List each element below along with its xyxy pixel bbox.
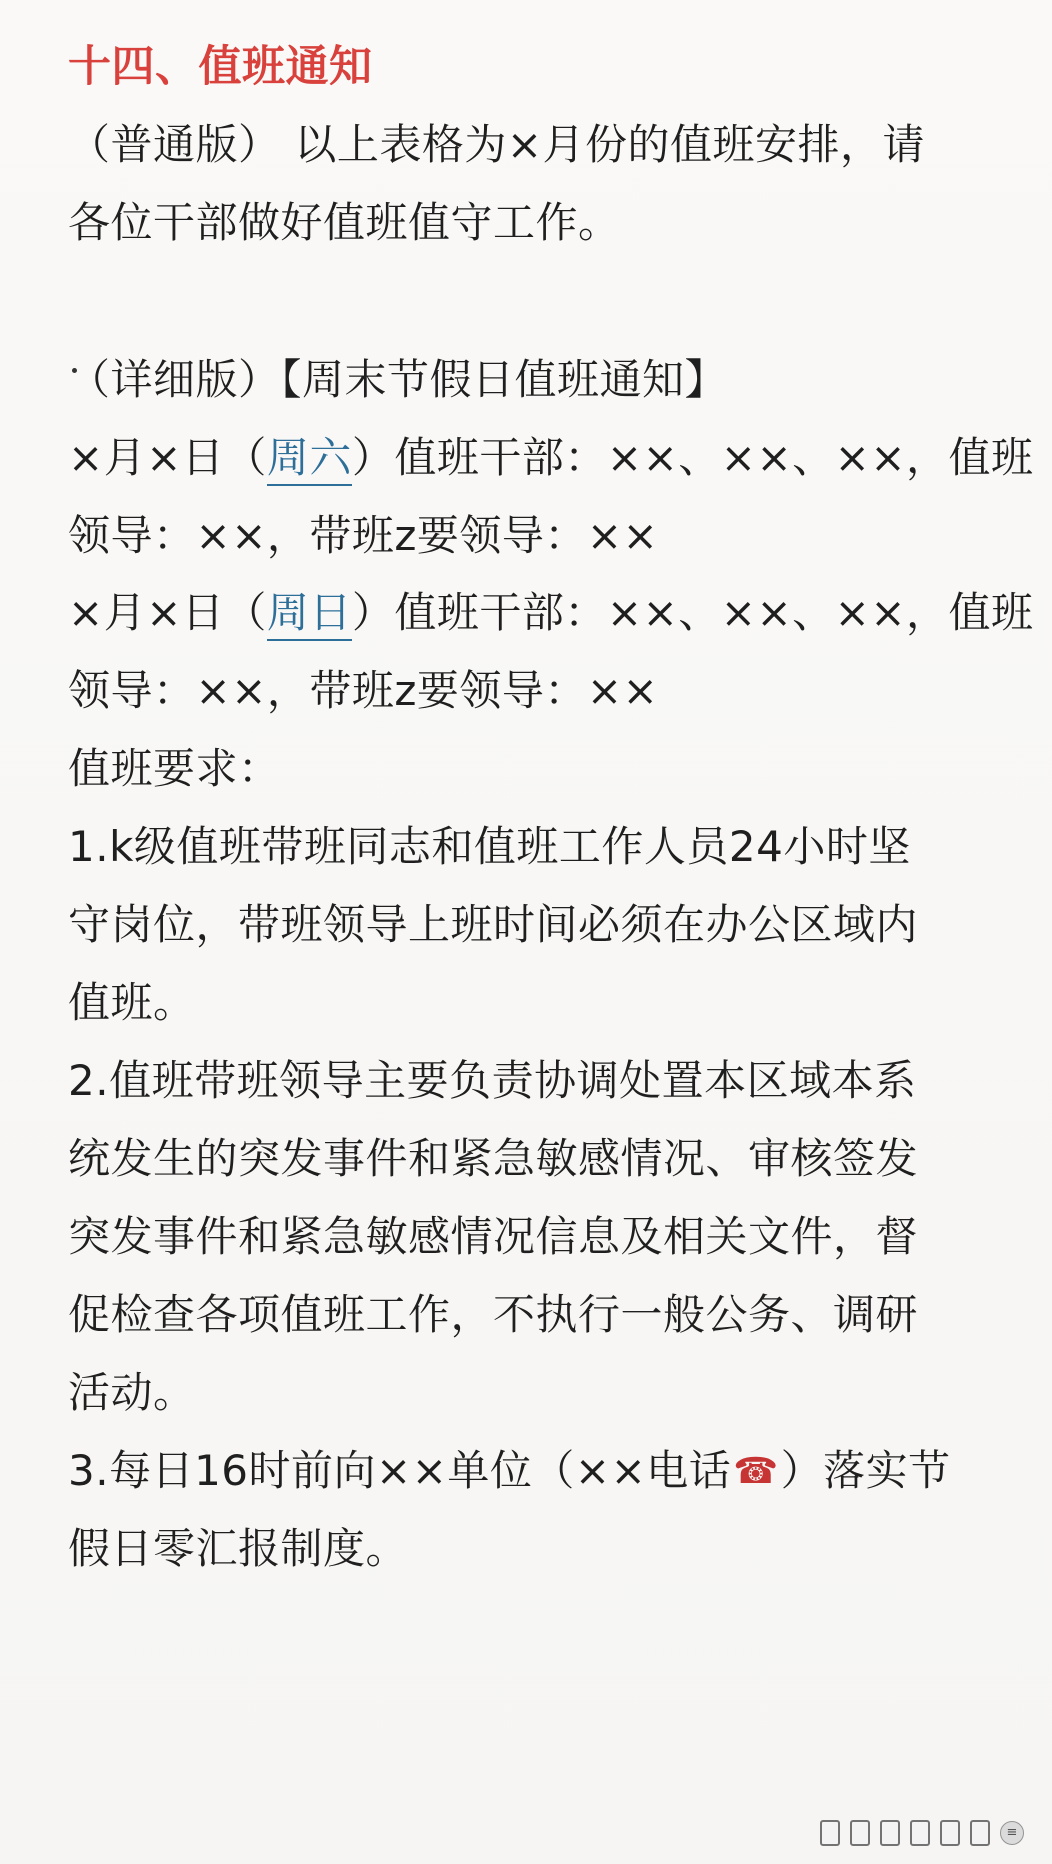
saturday-suffix: ）值班干部：××、××、××，值班 [351,433,1034,482]
bar-icon [850,1820,870,1846]
sunday-prefix: ×月×日（ [68,588,267,637]
sunday-duty-line-2: 领导：××，带班z要领导：×× [68,666,659,715]
watermark-bar [820,1820,1024,1846]
requirement-2-line-1: 2.值班带班领导主要负责协调处置本区域本系 [68,1056,917,1105]
sunday-day-link[interactable]: 周日 [267,588,352,641]
sunday-duty-line [68,583,1034,643]
bar-icon [820,1820,840,1846]
requirement-3-line-2: 假日零汇报制度。 [68,1524,409,1573]
saturday-day-link[interactable]: 周六 [267,433,352,486]
menu-icon: ≡ [1000,1821,1024,1845]
sunday-suffix: ）值班干部：××、××、××，值班 [351,588,1034,637]
requirement-2-line-2: 统发生的突发事件和紧急敏感情况、审核签发 [68,1134,919,1183]
section-heading: 十四、值班通知 [68,42,373,92]
bar-icon [940,1820,960,1846]
requirement-3-prefix: 3.每日16时前向××单位（××电话 [68,1446,732,1495]
requirement-1-line-2: 守岗位，带班领导上班时间必须在办公区域内 [68,900,919,949]
requirement-3-suffix: ）落实节 [780,1446,951,1495]
saturday-duty-line-2: 领导：××，带班z要领导：×× [68,511,659,560]
requirements-title: 值班要求： [68,744,281,793]
requirement-3-line-1 [68,1441,951,1502]
detail-title: （详细版）【周末节假日值班通知】 [68,355,728,404]
requirement-1-line-3: 值班。 [68,978,196,1027]
saturday-duty-line [68,428,1034,488]
intro-line-2: 各位干部做好值班值守工作。 [68,198,621,247]
bar-icon [970,1820,990,1846]
saturday-prefix: ×月×日（ [68,433,267,482]
requirement-2-line-3: 突发事件和紧急敏感情况信息及相关文件，督 [68,1212,919,1261]
intro-line-1: （普通版） 以上表格为×月份的值班安排，请 [68,120,926,169]
telephone-icon: ☎ [733,1451,779,1492]
requirement-2-line-4: 促检查各项值班工作，不执行一般公务、调研 [68,1290,919,1339]
bar-icon [910,1820,930,1846]
bar-icon [880,1820,900,1846]
watermark-bars [820,1820,990,1846]
requirement-1-line-1: 1.k级值班带班同志和值班工作人员24小时坚 [68,822,911,871]
requirement-2-line-5: 活动。 [68,1368,196,1417]
